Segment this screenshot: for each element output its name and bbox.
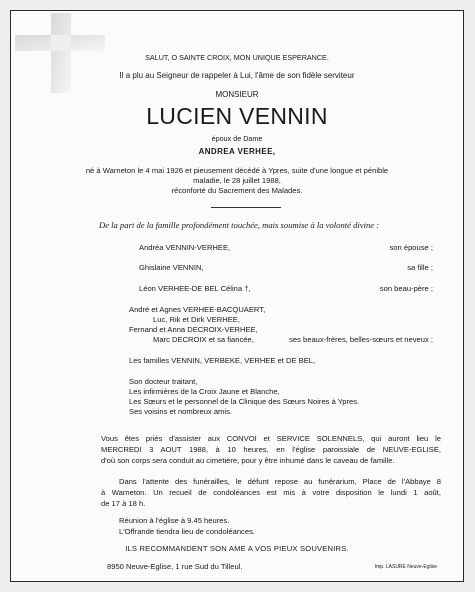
service-line: d'où son corps sera conduit au cimetière, pour y être inhumé dans le caveau de famille. xyxy=(101,456,395,465)
funerarium-line: à Warneton. Un recueil de condoléances est mis à votre disposition le lundi 1 août, xyxy=(101,488,441,497)
details-line-3: réconforté du Sacrement des Malades. xyxy=(171,186,303,195)
family-row-name: Léon VERHEE-DE BEL Célina †, xyxy=(139,284,251,293)
others-line: Les Sœurs et le personnel de la Clinique des Sœurs Noires à Ypres. xyxy=(129,397,360,406)
family-row-relation: son épouse ; xyxy=(389,243,433,252)
sibling-line: Luc, Rik et Dirk VERHEE, xyxy=(153,315,240,324)
mourning-card xyxy=(10,10,464,582)
offering-line: L'Offrande tiendra lieu de condoléances. xyxy=(119,527,255,536)
others-line: Les infirmières de la Croix Jaune et Blanche, xyxy=(129,387,280,396)
service-line: MERCREDI 3 AOUT 1988, à 10 heures, en l'église paroissiale de NEUVE-EGLISE, xyxy=(101,445,441,454)
meeting-line: Réunion à l'église à 9.45 heures. xyxy=(119,516,230,525)
family-row-name: Ghislaine VENNIN, xyxy=(139,263,204,272)
title: MONSIEUR xyxy=(215,90,259,99)
spouse-name: ANDREA VERHEE, xyxy=(198,147,276,156)
motto: SALUT, O SAINTE CROIX, MON UNIQUE ESPERANCE. xyxy=(145,53,329,62)
siblings-relation: ses beaux-frères, belles-sœurs et neveux ; xyxy=(289,335,433,344)
family-intro: De la part de la famille profondément touchée, mais soumise à la volonté divine : xyxy=(99,220,380,230)
printer-credit: Imp. LASURE Neuve-Eglise xyxy=(374,564,437,570)
address: 8950 Neuve-Eglise, 1 rue Sud du Tilleul. xyxy=(107,562,243,571)
service-line: Vous êtes priés d'assister aux CONVOI et SERVICE SOLENNELS, qui auront lieu le xyxy=(101,434,441,443)
sibling-line: André et Agnes VERHEE-BACQUAERT, xyxy=(129,305,266,314)
details-line-2: maladie, le 28 juillet 1988, xyxy=(193,176,281,185)
funerarium-line: Dans l'attente des funérailles, le défunt repose au funérarium, Place de l'Abbaye 8 xyxy=(119,477,441,486)
family-row xyxy=(139,284,433,294)
family-row xyxy=(139,243,433,253)
families-line: Les familles VENNIN, VERBEKE, VERHEE et DE BEL, xyxy=(129,356,316,365)
funerarium-line: de 17 à 18 h. xyxy=(101,499,146,508)
spouse-intro: époux de Dame xyxy=(211,134,263,143)
family-row-name: Andréa VENNIN-VERHEE, xyxy=(139,243,231,252)
family-row-relation: sa fille ; xyxy=(407,263,433,272)
deceased-name: LUCIEN VENNIN xyxy=(146,103,328,129)
family-row xyxy=(139,263,433,273)
family-row-relation: son beau-père ; xyxy=(379,284,433,293)
closing-line: ILS RECOMMANDENT SON AME A VOS PIEUX SOUVENIRS. xyxy=(125,544,349,553)
sibling-line: Fernand et Anna DECROIX-VERHEE, xyxy=(129,325,258,334)
details-line-1: né à Warneton le 4 mai 1926 et pieusement décédé à Ypres, suite d'une longue et pénible xyxy=(85,166,389,175)
sibling-line: Marc DECROIX et sa fiancée, xyxy=(153,335,254,344)
others-line: Son docteur traitant, xyxy=(129,377,198,386)
others-line: Ses voisins et nombreux amis. xyxy=(129,407,232,416)
intro-line: Il a plu au Seigneur de rappeler à Lui, l'âme de son fidèle serviteur xyxy=(119,71,355,80)
divider xyxy=(211,207,281,208)
